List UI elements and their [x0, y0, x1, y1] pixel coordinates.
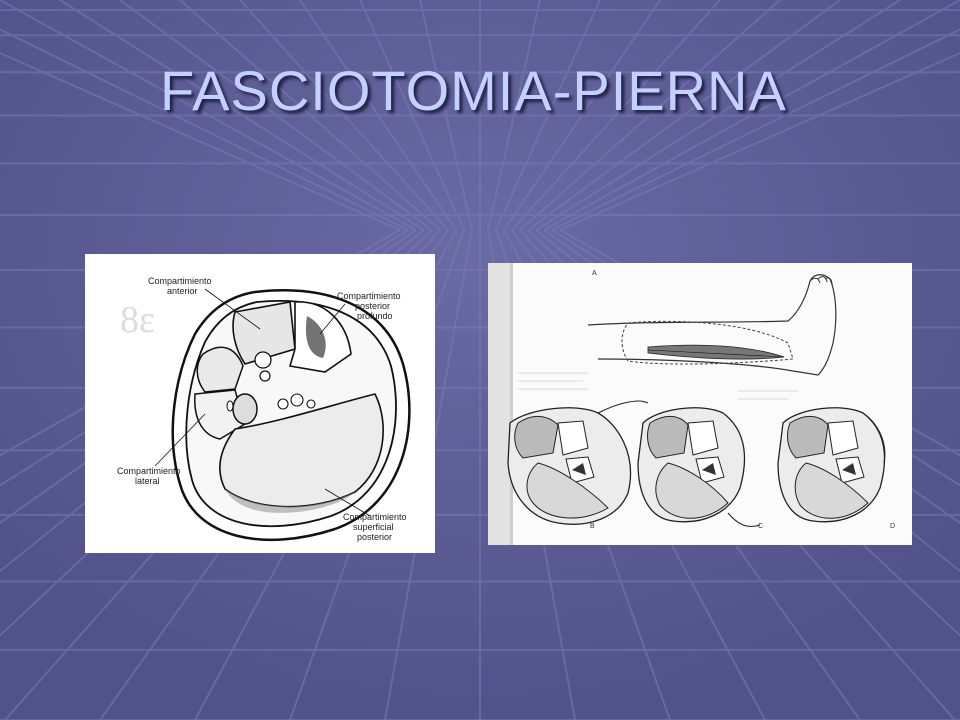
panel-label-c: C	[758, 523, 764, 530]
label-deep-posterior: Compartimiento posterior profundo	[337, 291, 401, 321]
section-d	[778, 408, 885, 522]
scan-background-text	[518, 373, 798, 399]
vessel	[291, 394, 303, 406]
scan-margin-line	[510, 263, 513, 545]
fibula-marrow	[227, 401, 233, 411]
fibula-bone	[233, 394, 257, 424]
vessel	[307, 400, 315, 408]
fasciotomy-diagram	[488, 263, 912, 545]
label-lateral: Compartimiento lateral	[117, 466, 181, 486]
leg-outline	[588, 275, 836, 375]
incision	[648, 345, 784, 359]
slide-title: FASCIOTOMIA-PIERNA	[160, 59, 787, 122]
fasciotomy-technique-figure	[488, 263, 912, 545]
cross-section-diagram	[85, 254, 435, 553]
watermark-number: 8ε	[120, 299, 155, 341]
vessel	[278, 399, 288, 409]
scan-margin	[488, 263, 510, 545]
leg-cross-section-figure	[85, 254, 435, 553]
panel-label-b: B	[590, 523, 595, 530]
vessel	[260, 371, 270, 381]
section-c	[638, 408, 760, 527]
label-superficial-posterior: Compartimiento superficial posterior	[343, 512, 407, 542]
panel-label-d: D	[890, 523, 896, 530]
muscle-section	[197, 347, 243, 392]
panel-label-a: A	[592, 270, 597, 277]
section-b	[508, 401, 648, 524]
toes	[810, 277, 832, 285]
vessel	[255, 352, 271, 368]
label-anterior: Compartimiento anterior	[148, 276, 212, 296]
